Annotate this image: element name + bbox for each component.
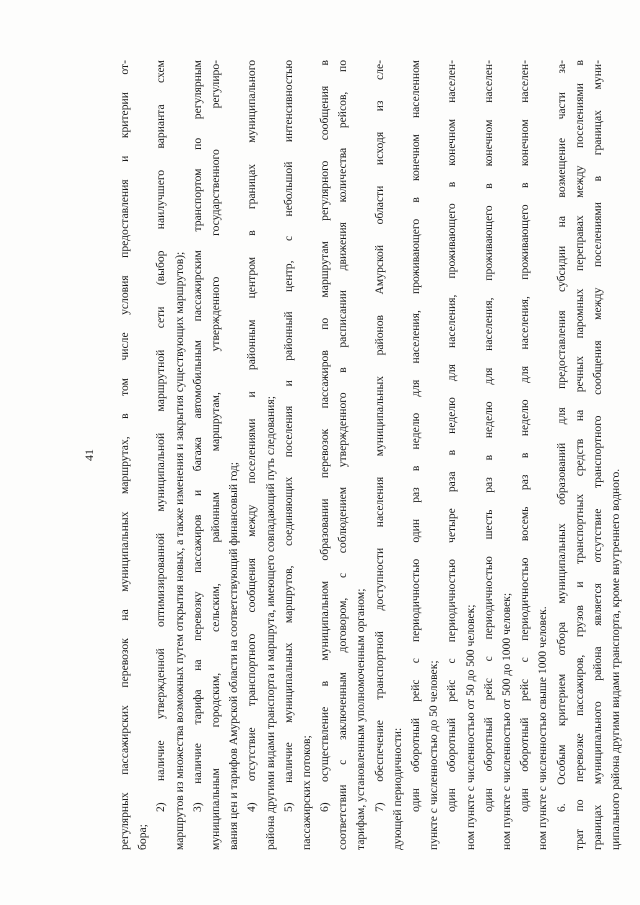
text-line: границах муниципального района является отсутствие транспортного сообщения между поселениями в границах муни- xyxy=(590,60,604,850)
text-line: дующей периодичности: xyxy=(390,727,404,850)
text-line: один оборотный рейс с периодичностью четыре раза в неделю для населения, проживающего в конечном населен- xyxy=(445,60,459,812)
text-line: муниципальным городским, сельским, районным маршрутам, утвержденного государственного регулиро- xyxy=(208,60,222,850)
text-line: ципального района другими видами транспорта, кроме внутреннего водного. xyxy=(609,468,623,850)
text-line: тарифам, установленным уполномоченным органом; xyxy=(354,588,368,850)
text-line: 4) отсутствие транспортного сообщения между поселениями и районным центром в границах муниципального xyxy=(245,60,259,812)
text-line: ном пункте с численностью свыше 1000 человек. xyxy=(536,606,550,850)
text-line: пассажирских потоков; xyxy=(299,735,313,850)
text-line: бора; xyxy=(136,824,150,850)
text-line: один оборотный рейс с периодичностью один раз в неделю для населения, проживающего в конечном населенном xyxy=(409,60,422,812)
text-line: пункте с численностью до 50 человек; xyxy=(427,660,441,850)
text-line: ном пункте с численностью от 50 до 500 человек; xyxy=(463,604,477,850)
text-line: регулярных пассажирских перевозок на муниципальных маршрутах, в том числе условия предоставления и критерии от- xyxy=(118,60,131,850)
text-line: района другими видами транспорта и маршрута, имеющего совпадающий путь следования; xyxy=(263,396,277,850)
document-body xyxy=(116,60,625,850)
page-number: 41 xyxy=(82,449,96,461)
text-line: один оборотный рейс с периодичностью шесть раз в неделю для населения, проживающего в конечном населен- xyxy=(481,60,495,812)
text-line: 6. Особым критерием отбора муниципальных образований для предоставления субсидии на возмещение части за- xyxy=(554,60,568,812)
text-line: 7) обеспечение транспортной доступности населения муниципальных районов Амурской области исходя из сле- xyxy=(372,60,386,812)
text-line: соответствии с заключенным договором, с соблюдением утвержденного в расписании движения количества рейсов, по xyxy=(336,60,350,850)
document-content xyxy=(80,60,623,850)
text-line: вания цен и тарифов Амурской области на соответствующий финансовый год; xyxy=(227,461,241,850)
text-line: 3) наличие тарифа на перевозку пассажиров и багажа автомобильным пассажирским транспортом по регулярным xyxy=(190,60,204,812)
text-line: 6) осуществление в муниципальном образовании перевозок пассажиров по маршрутам регулярного сообщения в xyxy=(318,60,332,812)
text-line: ном пункте с численностью от 500 до 1000 человек; xyxy=(499,592,513,850)
text-line: 2) наличие утвержденной оптимизированной муниципальной маршрутной сети (выбор наилучшего варианта схем xyxy=(154,60,168,812)
text-line: 5) наличие муниципальных маршрутов, соединяющих поселения и районный центр, с небольшой интенсивностью xyxy=(281,60,295,812)
text-line: один оборотный рейс с периодичностью восемь раз в неделю для населения, проживающего в конечном населен- xyxy=(518,60,532,812)
text-line: маршрутов из множества возможных путем открытия новых, а также изменения и закрытия существующих маршрутов); xyxy=(172,251,186,850)
text-line: трат по перевозке пассажиров, грузов и транспортных средств на речных паромных переправах между поселениями в xyxy=(572,60,586,850)
